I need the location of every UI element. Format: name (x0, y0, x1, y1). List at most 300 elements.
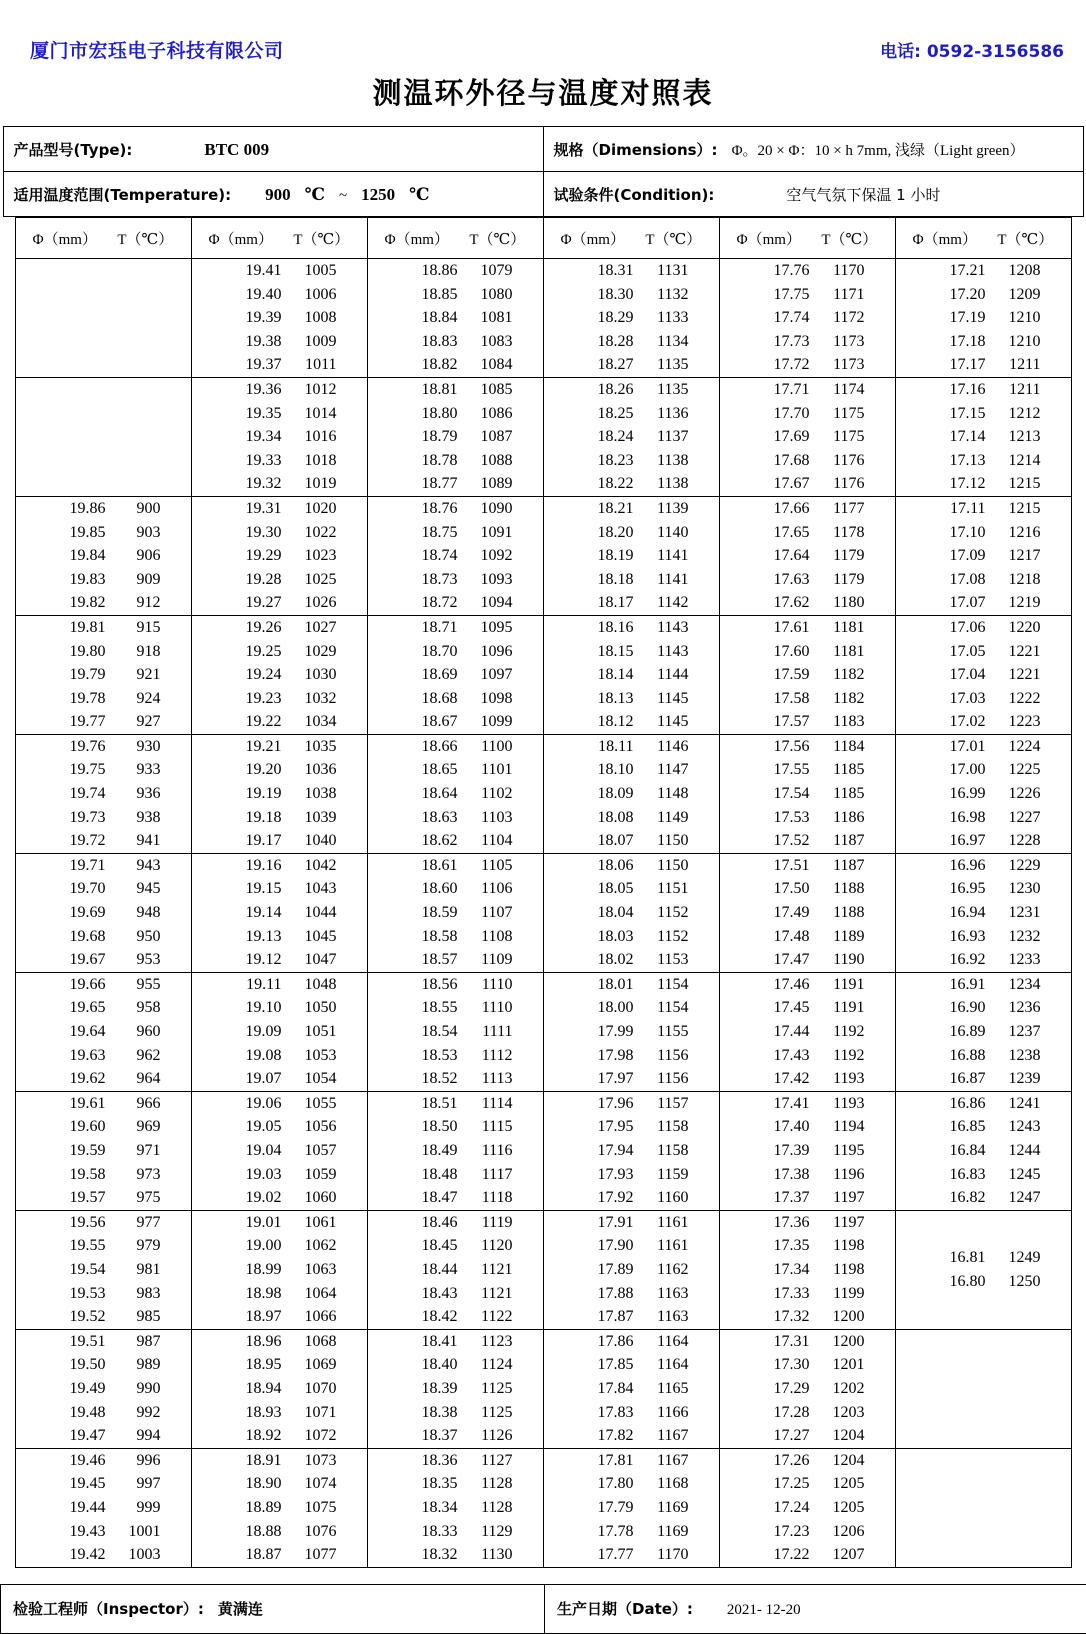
phi-value: 17.63 (754, 568, 810, 592)
table-row (192, 663, 367, 687)
phi-value: 17.19 (930, 306, 986, 330)
phi-value: 19.55 (50, 1234, 106, 1258)
phi-value: 18.06 (578, 854, 634, 878)
temperature-value: 1225 (997, 758, 1041, 782)
temperature-value: 1016 (293, 425, 337, 449)
phi-value: 18.43 (402, 1282, 458, 1306)
phi-value: 18.15 (578, 640, 634, 664)
table-row (368, 1305, 543, 1329)
phi-value: 18.40 (402, 1353, 458, 1377)
data-block-c6-b2 (895, 377, 1071, 496)
phi-value: 17.86 (578, 1330, 634, 1354)
temperature-value: 1167 (645, 1449, 689, 1473)
phi-value: 17.51 (754, 854, 810, 878)
temperature-value: 1137 (645, 425, 689, 449)
temperature-value: 918 (117, 640, 161, 664)
phi-value: 17.46 (754, 973, 810, 997)
data-block-c1-b10 (15, 1329, 191, 1448)
temperature-value: 1070 (293, 1377, 337, 1401)
phi-value: 18.16 (578, 616, 634, 640)
phi-value: 17.80 (578, 1472, 634, 1496)
temperature-value: 1177 (821, 497, 865, 521)
data-block-c2-b3 (191, 496, 367, 615)
phi-value: 18.36 (402, 1449, 458, 1473)
company-phone (880, 37, 1064, 62)
temperature-value: 1112 (469, 1044, 513, 1068)
temperature-value: 1079 (469, 259, 513, 283)
table-row (544, 1305, 719, 1329)
table-body (15, 259, 1071, 1568)
table-row (16, 996, 191, 1020)
temperature-value: 1214 (997, 449, 1041, 473)
temperature-label: 适用温度范围(Temperature): (14, 184, 232, 205)
table-row (16, 663, 191, 687)
phi-value: 18.09 (578, 782, 634, 806)
phi-value: 17.77 (578, 1543, 634, 1567)
temperature-value: 1151 (645, 877, 689, 901)
info-row-type (3, 127, 1083, 172)
phi-value: 19.61 (50, 1092, 106, 1116)
data-block-c3-b6 (367, 853, 543, 972)
phi-value: 19.05 (226, 1115, 282, 1139)
temperature-value: 1114 (469, 1092, 513, 1116)
phi-value: 17.59 (754, 663, 810, 687)
dimensions-cell (543, 127, 1083, 172)
phi-value: 19.84 (50, 544, 106, 568)
temperature-value: 958 (117, 996, 161, 1020)
phi-value: 19.75 (50, 758, 106, 782)
table-row (896, 330, 1071, 354)
table-row (720, 425, 895, 449)
page-header (0, 0, 1086, 63)
table-row (16, 735, 191, 759)
temperature-value: 1092 (469, 544, 513, 568)
table-row (720, 1234, 895, 1258)
phi-value: 19.70 (50, 877, 106, 901)
phi-value: 18.92 (226, 1424, 282, 1448)
table-row (544, 829, 719, 853)
phi-value: 18.52 (402, 1067, 458, 1091)
phi-value: 16.86 (930, 1092, 986, 1116)
phi-value: 16.83 (930, 1163, 986, 1187)
phi-value: 18.81 (402, 378, 458, 402)
phi-value: 17.72 (754, 353, 810, 377)
temperature-value: 1168 (645, 1472, 689, 1496)
phi-value: 18.41 (402, 1330, 458, 1354)
table-row (544, 1020, 719, 1044)
temperature-value: 1211 (997, 378, 1041, 402)
temperature-value: 1014 (293, 402, 337, 426)
phi-value: 18.59 (402, 901, 458, 925)
table-row (16, 948, 191, 972)
temperature-value: 1243 (997, 1115, 1041, 1139)
table-row (544, 758, 719, 782)
phi-value: 19.83 (50, 568, 106, 592)
temperature-value: 1183 (821, 710, 865, 734)
temperature-value: 903 (117, 521, 161, 545)
table-row (192, 1258, 367, 1282)
table-row (544, 497, 719, 521)
temperature-value: 1099 (469, 710, 513, 734)
phi-value: 19.52 (50, 1305, 106, 1329)
temperature-value: 1226 (997, 782, 1041, 806)
phi-value: 17.76 (754, 259, 810, 283)
table-row (368, 306, 543, 330)
phi-value: 17.73 (754, 330, 810, 354)
data-block-c3-b4 (367, 615, 543, 734)
phi-value: 19.10 (226, 996, 282, 1020)
table-row (544, 1115, 719, 1139)
table-row (368, 616, 543, 640)
table-row (192, 521, 367, 545)
phi-value: 19.22 (226, 710, 282, 734)
temperature-value: 1175 (821, 425, 865, 449)
temperature-value: 1149 (645, 806, 689, 830)
table-block-row (15, 615, 1071, 734)
temperature-value: 1184 (821, 735, 865, 759)
table-row (16, 687, 191, 711)
phi-value: 19.16 (226, 854, 282, 878)
temperature-value: 1220 (997, 616, 1041, 640)
temperature-value: 1131 (645, 259, 689, 283)
temperature-value: 1144 (645, 663, 689, 687)
table-row (16, 1496, 191, 1520)
phi-value: 19.27 (226, 591, 282, 615)
temperature-value: 1195 (821, 1139, 865, 1163)
phi-value: 17.40 (754, 1115, 810, 1139)
temperature-value: 930 (117, 735, 161, 759)
temperature-value: 1040 (293, 829, 337, 853)
table-row (368, 758, 543, 782)
data-block-c6-b7 (895, 972, 1071, 1091)
table-row (544, 1092, 719, 1116)
phi-value: 18.18 (578, 568, 634, 592)
phi-value: 19.65 (50, 996, 106, 1020)
table-row (720, 948, 895, 972)
table-block-row (15, 972, 1071, 1091)
table-row (368, 1067, 543, 1091)
table-row (16, 1449, 191, 1473)
phi-value: 17.56 (754, 735, 810, 759)
table-row (544, 1449, 719, 1473)
data-block-c2-b10 (191, 1329, 367, 1448)
temperature-value: 1179 (821, 568, 865, 592)
temperature-value: 1077 (293, 1543, 337, 1567)
phi-value: 17.16 (930, 378, 986, 402)
temperature-value: 1159 (645, 1163, 689, 1187)
temperature-value: 1044 (293, 901, 337, 925)
table-row (192, 1424, 367, 1448)
phi-value: 19.12 (226, 948, 282, 972)
table-row (368, 948, 543, 972)
phi-value: 18.47 (402, 1186, 458, 1210)
phi-value: 16.88 (930, 1044, 986, 1068)
table-row (896, 591, 1071, 615)
temperature-value: 1063 (293, 1258, 337, 1282)
temperature-value: 1087 (469, 425, 513, 449)
phi-value: 18.35 (402, 1472, 458, 1496)
phi-value: 17.61 (754, 616, 810, 640)
table-row (896, 402, 1071, 426)
phi-value: 19.62 (50, 1067, 106, 1091)
phi-value: 19.79 (50, 663, 106, 687)
phi-value: 18.98 (226, 1282, 282, 1306)
phi-value: 17.57 (754, 710, 810, 734)
phi-value: 18.42 (402, 1305, 458, 1329)
phi-value: 18.02 (578, 948, 634, 972)
temperature-value: 996 (117, 1449, 161, 1473)
phi-value: 19.44 (50, 1496, 106, 1520)
phi-value: 17.27 (754, 1424, 810, 1448)
header-phi: Φ（mm） (385, 228, 449, 249)
table-row (368, 877, 543, 901)
temperature-value: 1038 (293, 782, 337, 806)
temperature-value: 950 (117, 925, 161, 949)
temperature-value: 1216 (997, 521, 1041, 545)
phi-value: 18.90 (226, 1472, 282, 1496)
phi-value: 19.86 (50, 497, 106, 521)
phi-value: 19.51 (50, 1330, 106, 1354)
phi-value: 17.55 (754, 758, 810, 782)
temperature-value: 1107 (469, 901, 513, 925)
phi-value: 17.78 (578, 1520, 634, 1544)
phi-temperature-table (15, 217, 1072, 1568)
temperature-value: 936 (117, 782, 161, 806)
temperature-value: 1135 (645, 353, 689, 377)
table-row (720, 497, 895, 521)
temperature-value: 1011 (293, 353, 337, 377)
phi-value: 19.26 (226, 616, 282, 640)
temperature-value: 1164 (645, 1353, 689, 1377)
phi-value: 19.24 (226, 663, 282, 687)
phi-value: 18.75 (402, 521, 458, 545)
data-block-c6-b9 (895, 1210, 1071, 1329)
table-row (16, 1424, 191, 1448)
temperature-cell (3, 172, 543, 217)
table-row (720, 1092, 895, 1116)
temperature-value: 1155 (645, 1020, 689, 1044)
phi-value: 17.71 (754, 378, 810, 402)
type-label: 产品型号(Type): (14, 139, 133, 160)
temperature-value: 945 (117, 877, 161, 901)
temperature-value: 1154 (645, 973, 689, 997)
temperature-value: 1095 (469, 616, 513, 640)
phi-value: 17.02 (930, 710, 986, 734)
table-row (720, 901, 895, 925)
phi-value: 17.43 (754, 1044, 810, 1068)
table-row (896, 948, 1071, 972)
temperature-value: 924 (117, 687, 161, 711)
temperature-value: 1121 (469, 1282, 513, 1306)
table-row (192, 1472, 367, 1496)
table-row (16, 640, 191, 664)
phi-value: 17.30 (754, 1353, 810, 1377)
phi-value: 17.65 (754, 521, 810, 545)
table-row (544, 1330, 719, 1354)
phi-value: 19.36 (226, 378, 282, 402)
phi-value: 18.77 (402, 472, 458, 496)
temperature-value: 1035 (293, 735, 337, 759)
table-row (720, 1282, 895, 1306)
table-row (368, 640, 543, 664)
phi-value: 18.64 (402, 782, 458, 806)
temperature-value: 1136 (645, 402, 689, 426)
table-row (720, 1186, 895, 1210)
table-row (896, 1115, 1071, 1139)
phi-value: 18.72 (402, 591, 458, 615)
phi-value: 17.31 (754, 1330, 810, 1354)
phi-value: 17.04 (930, 663, 986, 687)
phi-value: 19.69 (50, 901, 106, 925)
phi-value: 17.70 (754, 402, 810, 426)
temperature-value: 1075 (293, 1496, 337, 1520)
table-row (720, 1211, 895, 1235)
temperature-value: 1096 (469, 640, 513, 664)
temperature-value: 1193 (821, 1067, 865, 1091)
phi-value: 17.81 (578, 1449, 634, 1473)
phi-value: 19.35 (226, 402, 282, 426)
temperature-value: 1050 (293, 996, 337, 1020)
phi-value: 17.92 (578, 1186, 634, 1210)
data-block-c5-b2 (719, 377, 895, 496)
table-row (192, 472, 367, 496)
phi-value: 17.82 (578, 1424, 634, 1448)
table-row (368, 1472, 543, 1496)
temperature-value: 1145 (645, 710, 689, 734)
data-block-c3-b10 (367, 1329, 543, 1448)
phi-value: 17.01 (930, 735, 986, 759)
table-row (720, 1472, 895, 1496)
phi-value: 18.04 (578, 901, 634, 925)
page-title: 测温环外径与温度对照表 (0, 71, 1086, 112)
temperature-value: 1221 (997, 640, 1041, 664)
temperature-value: 977 (117, 1211, 161, 1235)
phi-value: 18.51 (402, 1092, 458, 1116)
table-block-row (15, 259, 1071, 378)
temperature-value: 1064 (293, 1282, 337, 1306)
temperature-value: 953 (117, 948, 161, 972)
table-row (368, 782, 543, 806)
temperature-value: 1142 (645, 591, 689, 615)
table-row (192, 402, 367, 426)
temperature-value: 1093 (469, 568, 513, 592)
table-row (720, 1115, 895, 1139)
phi-value: 17.11 (930, 497, 986, 521)
temperature-value: 1215 (997, 472, 1041, 496)
phi-value: 18.49 (402, 1139, 458, 1163)
temperature-value: 1219 (997, 591, 1041, 615)
table-row (368, 591, 543, 615)
table-head (15, 218, 1071, 259)
temperature-value: 1098 (469, 687, 513, 711)
phi-value: 18.67 (402, 710, 458, 734)
data-block-c3-b11 (367, 1448, 543, 1567)
phi-value: 18.30 (578, 283, 634, 307)
table-row (720, 640, 895, 664)
phi-value: 17.99 (578, 1020, 634, 1044)
phi-value: 18.70 (402, 640, 458, 664)
data-block-c4-b4 (543, 615, 719, 734)
data-block-c1-b11 (15, 1448, 191, 1567)
table-row (368, 283, 543, 307)
temperature-value: 1150 (645, 854, 689, 878)
temperature-value: 1176 (821, 449, 865, 473)
temperature-value: 985 (117, 1305, 161, 1329)
phi-value: 17.83 (578, 1401, 634, 1425)
phi-value: 16.82 (930, 1186, 986, 1210)
temperature-value: 1249 (997, 1246, 1041, 1270)
table-row (544, 1067, 719, 1091)
table-row (544, 1234, 719, 1258)
table-row (192, 449, 367, 473)
temperature-value: 1250 (997, 1270, 1041, 1294)
date-value: 2021- 12-20 (727, 1602, 801, 1619)
table-header-row (15, 218, 1071, 259)
phi-value: 19.06 (226, 1092, 282, 1116)
temperature-value: 1160 (645, 1186, 689, 1210)
data-block-c5-b4 (719, 615, 895, 734)
table-row (544, 735, 719, 759)
temperature-value: 1056 (293, 1115, 337, 1139)
phi-value: 18.76 (402, 497, 458, 521)
temperature-value: 987 (117, 1330, 161, 1354)
phi-value: 17.50 (754, 877, 810, 901)
table-row (720, 1377, 895, 1401)
table-row (368, 1496, 543, 1520)
temperature-value: 990 (117, 1377, 161, 1401)
temperature-value: 1127 (469, 1449, 513, 1473)
table-row (368, 1377, 543, 1401)
temperature-value: 1234 (997, 973, 1041, 997)
temperature-value: 1110 (469, 996, 513, 1020)
phi-value: 17.95 (578, 1115, 634, 1139)
temperature-value: 971 (117, 1139, 161, 1163)
table-row (16, 591, 191, 615)
temperature-value: 1204 (821, 1424, 865, 1448)
phi-value: 18.89 (226, 1496, 282, 1520)
table-row (368, 687, 543, 711)
temperature-value: 1019 (293, 472, 337, 496)
phi-value: 19.07 (226, 1067, 282, 1091)
table-row (544, 378, 719, 402)
data-block-c6-b3 (895, 496, 1071, 615)
phi-value: 16.81 (930, 1246, 986, 1270)
phi-value: 19.14 (226, 901, 282, 925)
temperature-value: 1068 (293, 1330, 337, 1354)
table-row (720, 591, 895, 615)
data-block-c2-b2 (191, 377, 367, 496)
temperature-value: 1227 (997, 806, 1041, 830)
table-row (896, 710, 1071, 734)
table-row (544, 472, 719, 496)
table-row (896, 472, 1071, 496)
temperature-value: 1143 (645, 640, 689, 664)
table-row (896, 735, 1071, 759)
temperature-value: 975 (117, 1186, 161, 1210)
temperature-value: 1205 (821, 1472, 865, 1496)
column-header-5 (719, 218, 895, 259)
temperature-value: 1162 (645, 1258, 689, 1282)
temperature-value: 1181 (821, 616, 865, 640)
data-block-c4-b6 (543, 853, 719, 972)
temperature-value: 1032 (293, 687, 337, 711)
temperature-value: 1201 (821, 1353, 865, 1377)
table-row (368, 472, 543, 496)
table-row (192, 735, 367, 759)
temperature-value: 1100 (469, 735, 513, 759)
phi-value: 19.59 (50, 1139, 106, 1163)
temperature-value: 1158 (645, 1115, 689, 1139)
